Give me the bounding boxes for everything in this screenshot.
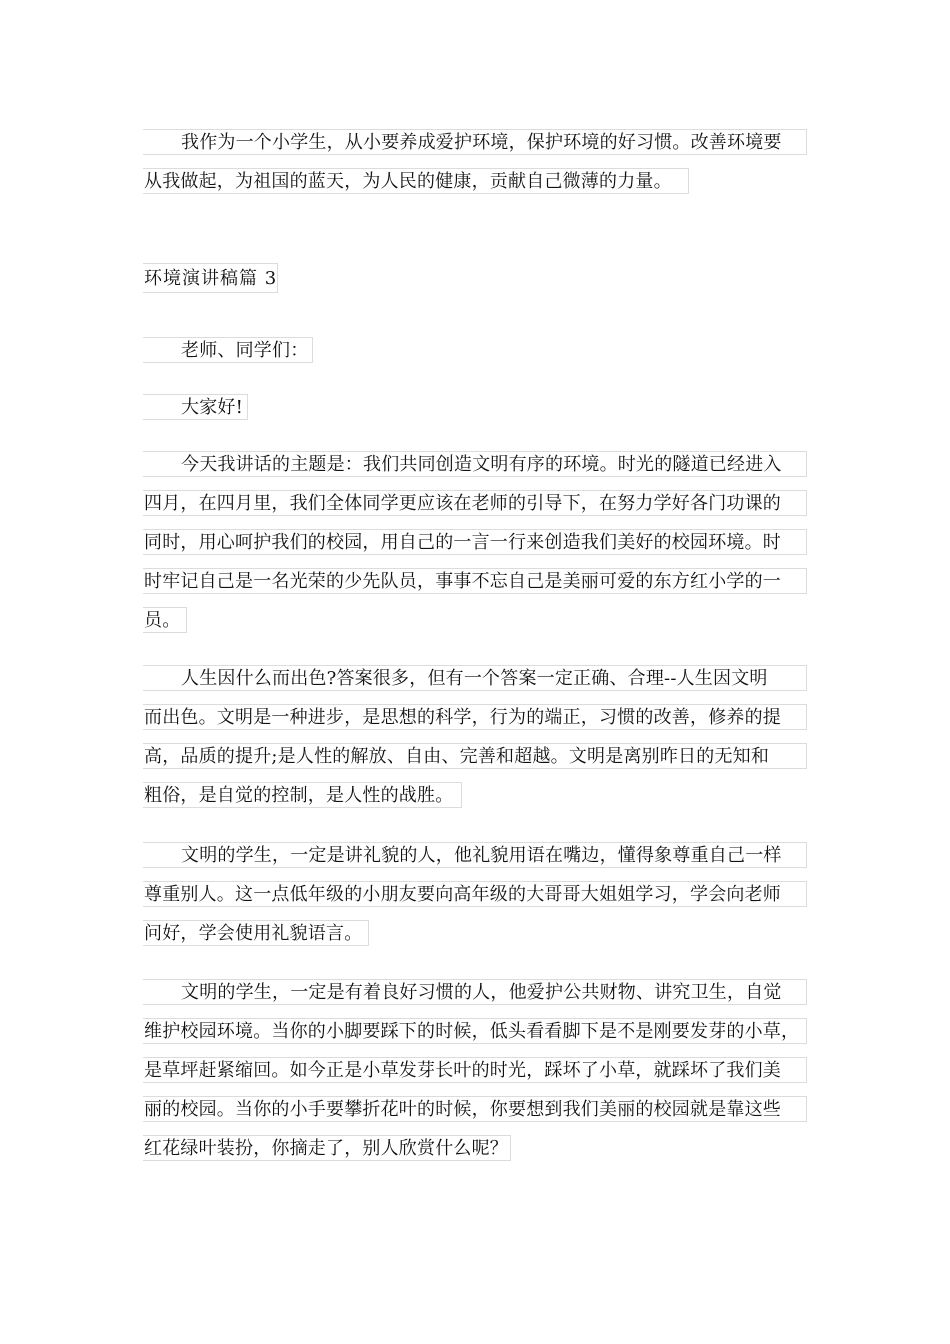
greeting (143, 337, 807, 367)
text-line: 尊重别人。这一点低年级的小朋友要向高年级的大哥哥大姐姐学习，学会向老师 (143, 881, 807, 907)
text-line: 时牢记自己是一名光荣的少先队员，事事不忘自己是美丽可爱的东方红小学的一 (143, 568, 807, 594)
paragraph-5 (143, 979, 807, 1165)
text-line: 粗俗，是自觉的控制，是人性的战胜。 (143, 782, 462, 808)
text-line: 老师、同学们： (143, 337, 313, 363)
text-line: 丽的校园。当你的小手要攀折花叶的时候，你要想到我们美丽的校园就是靠这些 (143, 1096, 807, 1122)
text-line: 大家好! (143, 394, 248, 420)
paragraph-1 (143, 129, 807, 198)
paragraph-4 (143, 842, 807, 950)
text-line: 我作为一个小学生，从小要养成爱护环境，保护环境的好习惯。改善环境要 (143, 129, 807, 155)
text-line: 同时，用心呵护我们的校园，用自己的一言一行来创造我们美好的校园环境。时 (143, 529, 807, 555)
text-line: 问好，学会使用礼貌语言。 (143, 920, 369, 946)
text-line: 今天我讲话的主题是：我们共同创造文明有序的环境。时光的隧道已经进入 (143, 451, 807, 477)
text-line: 文明的学生，一定是有着良好习惯的人，他爱护公共财物、讲究卫生，自觉 (143, 979, 807, 1005)
text-line: 四月，在四月里，我们全体同学更应该在老师的引导下，在努力学好各门功课的 (143, 490, 807, 516)
text-line: 而出色。文明是一种进步，是思想的科学，行为的端正，习惯的改善，修养的提 (143, 704, 807, 730)
section-heading (143, 263, 278, 297)
text-line: 文明的学生，一定是讲礼貌的人，他礼貌用语在嘴边，懂得象尊重自己一样 (143, 842, 807, 868)
text-line: 维护校园环境。当你的小脚要踩下的时候，低头看看脚下是不是刚要发芽的小草， (143, 1018, 807, 1044)
text-line: 是草坪赶紧缩回。如今正是小草发芽长叶的时光，踩坏了小草，就踩坏了我们美 (143, 1057, 807, 1083)
text-line: 高，品质的提升;是人性的解放、自由、完善和超越。文明是离别昨日的无知和 (143, 743, 807, 769)
paragraph-3 (143, 665, 807, 812)
paragraph-2 (143, 451, 807, 637)
hello (143, 394, 807, 424)
text-line: 人生因什么而出色?答案很多，但有一个答案一定正确、合理--人生因文明 (143, 665, 807, 691)
text-line: 员。 (143, 607, 187, 633)
text-line: 从我做起，为祖国的蓝天，为人民的健康，贡献自己微薄的力量。 (143, 168, 689, 194)
text-line: 红花绿叶装扮，你摘走了，别人欣赏什么呢？ (143, 1135, 511, 1161)
heading-text: 环境演讲稿篇 3 (143, 263, 278, 293)
